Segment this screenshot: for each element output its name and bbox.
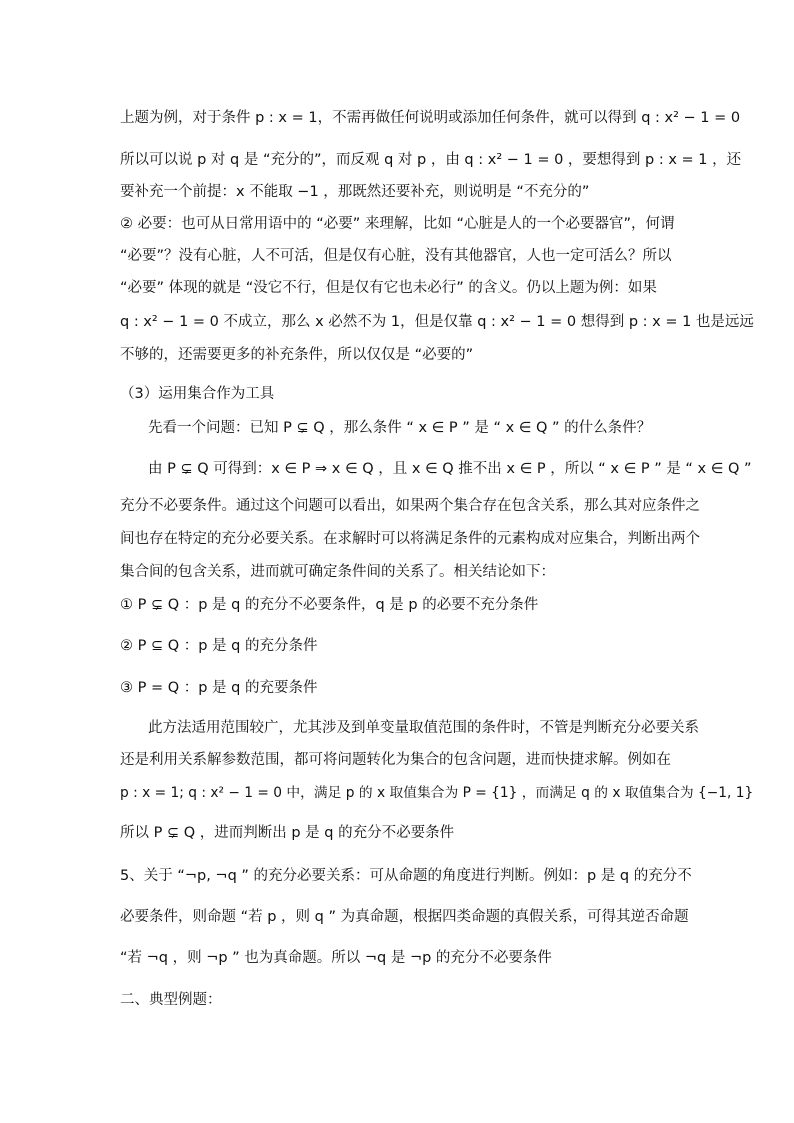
list-item: ① P ⊊ Q ：p 是 q 的充分不必要条件，q 是 p 的必要不充分条件 xyxy=(120,597,539,613)
text-line: 所以可以说 p 对 q 是 “充分的”，而反观 q 对 p ，由 q : x² − 1 = 0 ，要想得到 p : x = 1 ，还 xyxy=(120,152,742,168)
text-line: p : x = 1; q : x² − 1 = 0 中，满足 p 的 x 取值集合为 P = {1} ，而满足 q 的 x 取值集合为 {−1, 1} xyxy=(120,785,754,801)
text-line: 还是利用关系解参数范围，都可将问题转化为集合的包含问题，进而快捷求解。例如在 xyxy=(120,752,671,768)
text-line: 所以 P ⊊ Q ，进而判断出 p 是 q 的充分不必要条件 xyxy=(120,825,455,841)
text-line: 上题为例，对于条件 p : x = 1，不需再做任何说明或添加任何条件，就可以得到 q : x² − 1 = 0 xyxy=(120,110,741,126)
text-line: 集合间的包含关系，进而就可确定条件间的关系了。相关结论如下： xyxy=(120,564,555,580)
text-line: ② 必要：也可从日常用语中的 “必要” 来理解，比如 “心脏是人的一个必要器官”，何谓 xyxy=(120,216,675,232)
text-line: 不够的，还需要更多的补充条件，所以仅仅是 “必要的” xyxy=(120,347,474,363)
text-line: “必要”？没有心脏，人不可活，但是仅有心脏，没有其他器官，人也一定可活么？所以 xyxy=(120,248,672,264)
list-item: ③ P = Q ：p 是 q 的充要条件 xyxy=(120,680,318,696)
section-heading: （3）运用集合作为工具 xyxy=(120,386,275,402)
text-line: 由 P ⊊ Q 可得到：x ∈ P ⇒ x ∈ Q ，且 x ∈ Q 推不出 x ∈ P ，所以 “ x ∈ P ” 是 “ x ∈ Q ” xyxy=(148,461,752,477)
text-line: 要补充一个前提：x 不能取 −1 ，那既然还要补充，则说明是 “不充分的” xyxy=(120,184,590,200)
text-line: 必要条件，则命题 “若 p ，则 q ” 为真命题，根据四类命题的真假关系，可得其逆否命题 xyxy=(120,909,689,925)
text-line: 此方法适用范围较广，尤其涉及到单变量取值范围的条件时，不管是判断充分必要关系 xyxy=(148,720,699,736)
text-line: “必要” 体现的就是 “没它不行，但是仅有它也未必行” 的含义。仍以上题为例：如果 xyxy=(120,280,657,296)
list-item: ② P ⊆ Q ：p 是 q 的充分条件 xyxy=(120,638,318,654)
text-line: 先看一个问题：已知 P ⊊ Q ，那么条件 “ x ∈ P ” 是 “ x ∈ Q ” 的什么条件？ xyxy=(148,420,652,436)
section-heading: 二、典型例题： xyxy=(120,992,222,1008)
text-line: “若 ¬q ，则 ¬p ” 也为真命题。所以 ¬q 是 ¬p 的充分不必要条件 xyxy=(120,950,552,966)
text-line: q : x² − 1 = 0 不成立，那么 x 必然不为 1，但是仅靠 q : x² − 1 = 0 想得到 p : x = 1 也是远远 xyxy=(120,314,754,330)
text-line: 充分不必要条件。通过这个问题可以看出，如果两个集合存在包含关系，那么其对应条件之 xyxy=(120,498,700,514)
text-line: 5、关于 “¬p, ¬q ” 的充分必要关系：可从命题的角度进行判断。例如：p 是 q 的充分不 xyxy=(120,868,692,884)
text-line: 间也存在特定的充分必要关系。在求解时可以将满足条件的元素构成对应集合，判断出两个 xyxy=(120,531,700,547)
